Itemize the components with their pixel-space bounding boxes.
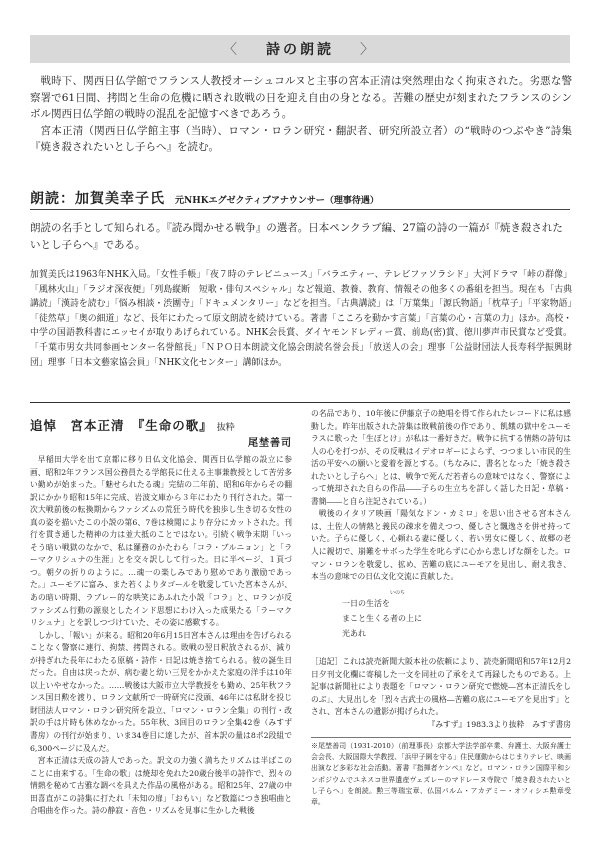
intro-text xyxy=(30,73,572,156)
essay-paragraph: 戦後のイタリア映画「陽気なドン・カミロ」を思い出させる宮本さんは、土佐人の情熱と義民の疎求を備えつつ、優しさと飄逸さを併せ持っていた。子らに優しく、心頼れる妻に優しく、若い男女に優しく、故郷の老人に親切で、崩難をサボった学生を叱らずに心から悲しげな顔をした。ロマン・ロランを敬愛し、拡め、苦難の底にユーモアを見出し、耐え我き、本当の意味での日仏文化交流に貢献した。 xyxy=(311,509,571,582)
footnote-rule xyxy=(311,737,571,738)
essay-paragraph: 早稲田大学を出て京都に移り日仏文化協会、関西日仏学館の設立に参画、昭和2年フランス国公務員たる学館長に仕える主事兼教授として苦労多い勤めが始まった。「魅せられたる魂」完結の二年前、昭和6年からその翻訳にかかり昭和15年に完成、岩波文庫から３年にわたり刊行された。第一次大戦前後の転換期からファシズムの荒狂う時代を独歩し生き切る女性の真の姿を描いたこの小説の第6、7巻は検閲により存分にカットされた。刊行を貫き通した精神の力は並大抵のことではない。引続く戦争末期「いっそう暗い戦獄のなかで、私は羅務のかたわら「コラ・ブルニョン」と「ラーマクリシュナの生涯」とを交々訳しして行った。日に半ページ、１頁づつ。朝夕の折りのように。…魂一の楽しみであり慰めであり激励であった。」ユーモアに富み、また若くよりタゴールを敬愛していた宮本さんが、あの暗い時期、ラブレー的な哄笑にあふれた小説「コラ」と、ロランが反ファシズム行動の源泉としたインド思想にわけ入った成果たる「ラーマクリシュナ」とを訳しつづけていた、その姿に感歎する。 xyxy=(30,455,292,628)
essay-paragraph: しかし、「報い」が来る。昭和20年6月15日宮本さんは理由を告げられることなく警察に連行、拘禁、拷問される。敗戦の翌日釈放されるが、減りが持ぎれた長年にわたる原稿・詩作・日記は焼き捨てられる。彼の誕生日だった。自由は戻ったが、病む妻と幼い三児をかかえた家庭の洋手は10年以上いやせなかった。……戦後は大阪市立大学教授をも勤め、25年秋フランス国日勲を渡り、ロラン文献所で一時研究に没頭、46年には私財を投じ財団法人ロマン・ロラン研究所を設立、「ロマン・ロラン全集」の刊行・改訳の手は片時も休めなかった。55年秋、3回目のロラン全集42巻（みすず書房）の刊行が始まり、いま34巻目に達したが、首本訳の量は8ポ2段組で6,300ページに及んだ。 xyxy=(30,630,292,753)
reader-description: 朗読の名手として知られる。『読み聞かせる戦争』の選者。日本ペンクラブ編、27篇の詩の一篇が『焼き殺されたいとし子らへ』である。 xyxy=(30,222,563,251)
banner-close-bracket: 〉 xyxy=(360,42,377,58)
banner-title: 詩の朗読 xyxy=(266,42,334,58)
essay-paragraph: 宮本正清は天成の詩人であった。訳文の力強く満ちたリズムは半ばこのことに由来する。「生命の歌」は焼却を免れた20歳台後半の詩作で、烈々の情熱を秘めて古雅な調べを具えた作品の風格がある。昭和25年、27歳の中田喜直がこの詩集に打たれ「未知の扉」「おもい」など数篇につき独唱曲と合唱曲を作った。詩の静寂・音色・リズムを見事に生かした戦後 xyxy=(30,756,292,816)
section-divider xyxy=(30,402,570,403)
poem-line xyxy=(342,590,542,611)
essay-heading xyxy=(30,416,292,436)
intro-paragraph: 戦時下、関西日仏学館でフランス人教授オーシュコルヌと主事の宮本正清は突然理由なく拘束された。劣悪な警察署で61日間、拷問と生命の危機に晒され敗戦の日を迎え自由の身となる。苦難の歴史が刻まれたフランスのシンボル関西日仏学館の戦時の混乱を記憶すべきであろう。 xyxy=(30,75,572,120)
poem-line: 光あれ xyxy=(342,629,366,638)
author-footnote: ※尾埜善司（1931-2010）（前理事長）京都大学法学部卒業、弁護士、大阪弁護士会会長、大阪国際大学教授、「浜甲子園を守る」住民運動からはじまりテレビ、映画出演など多彩な社会活動。著書『指揮者ケンペ』など。ロマン・ロラン国際平和シンポジウムでユネスコ世界遺産ヴェズレーのマドレーヌ寺院で「焼き殺されたいとし子らへ」を朗読。勲三等瑞宝章、仏国パルム・アカデミー・オフィシエ勲章受章。 xyxy=(311,742,571,807)
reader-profile: 加賀美氏は1963年NHK入局。「女性手帳」「夜７時のテレビニュース」「バラエティー、テレビファソラシド」大河ドラマ「峠の群像」「風林火山」「ラジオ深夜便」「列島縦断 短歌・俳句スペシャル」など報道、教養、教育、情報その他多くの番組を担当。現在も「古典講読」「漢詩を読む」「悩み相談・渋團寺」「ドキュメンタリー」などを担当。「古典講読」は「万葉集」「源氏物語」「枕草子」「平家物語」「徒然草」「奥の細道」など、長年にわたって原文朗読を続けている。著書「こころを動かす言葉」「言葉の心・言葉の力」ほか。高校・中学の国語教科書にエッセイが取りあげられている。NHK会長賞、ダイヤモンドレディー賞、前島(密)賞、徳川夢声市民賞など受賞。「千葉市男女共同参画センター名誉館長」「ＮＰＯ日本朗読文化協会朗読名誉会長」「放送人の会」理事「公益財団法人長寿科学振興財団」理事「日本文藝家協会員」「NHK文化センター」講師ほか。 xyxy=(30,270,572,368)
banner-open-bracket: 〈 xyxy=(223,42,240,58)
source-citation: 『みすず』1983.3より抜粋 みすず書房 xyxy=(427,720,571,729)
essay-right-column xyxy=(311,408,571,584)
poem-line-text: 一日の生活を xyxy=(342,599,390,608)
poem-line: まこと生くる者の上に xyxy=(342,614,422,623)
essay-left-column xyxy=(30,454,292,818)
essay-author: 尾埜善司 xyxy=(248,438,292,449)
postscript-note: ［追記］これは読売新聞大阪本社の依頼により、読売新聞昭和57年12月2日夕刊文化欄に寄稿した一文を同社の了承をえて再録したものである。上記事は新聞社により表題を「ロマン・ロラン研究で燃焼―宮本正清氏をしのぶ」、大見出しを「烈々古武士の風格―苦難の底にユーモアを見出す」とされ、宮本さんの遺影が掲げられた。 xyxy=(311,657,571,717)
intro-paragraph: 宮本正清（関西日仏学館主事（当時）、ロマン・ロラン研究・翻訳者、研究所設立者）の“戦時のつぶやき”詩集『焼き殺されたいとし子らへ』を読む。 xyxy=(30,124,572,153)
poem-excerpt xyxy=(342,590,542,641)
reader-role: 元NHKエグゼクティブアナウンサー（理事待遇） xyxy=(175,196,379,206)
reader-heading xyxy=(30,188,570,210)
essay-title: 追悼 宮本正清 『生命の歌』 xyxy=(30,418,213,433)
section-banner xyxy=(30,35,570,63)
essay-paragraph: の名品であり、10年後に伊藤京子の絶唱を得て作られたレコードに私は感動した。昨年出版された詩集は敗戦前後の作であり、飢餓の獄中をユーモラスに歌った「生ぼとけ」が私は一番好きだ。戦争に抗する情熱の詩句は人の心を打つが、その反戦はイデオロギーによらず、つつましい市民的生活の平安への願いと愛着を源とする。（ちなみに、書名となった「焼き殺されたいとし子らへ」とは、戦争で死んだ若者らの意味ではなく、警察によって焼却された自らの作品――子らの生立ちを詳しく話した日記・草稿・書簡――と自ら注記されている。） xyxy=(311,409,571,506)
poem-ruby: いのち xyxy=(390,590,406,596)
essay-subtitle: 抜粋 xyxy=(216,423,235,433)
reader-name: 朗読：加賀美幸子氏 xyxy=(30,191,165,207)
